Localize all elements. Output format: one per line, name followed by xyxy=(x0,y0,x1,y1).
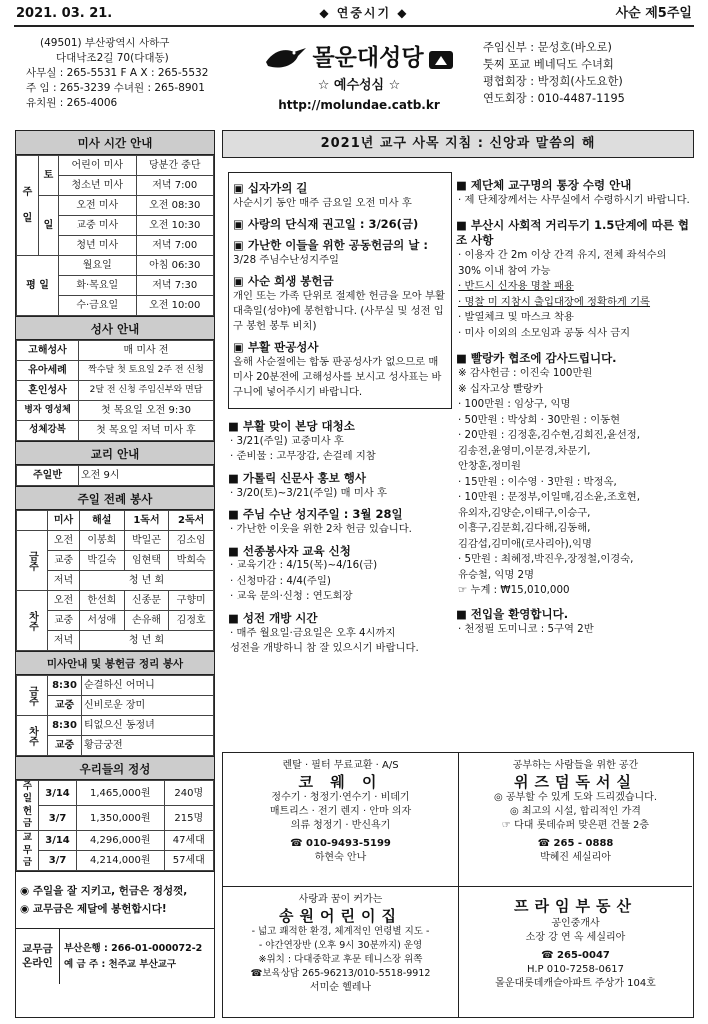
event-item: · 3/20(토)~3/21(주일) 매 미사 후 xyxy=(230,486,387,499)
ad-phone: ☎보육상담 265-96213/010-5518-9912 xyxy=(250,968,431,979)
table-cell: 8:30 xyxy=(48,676,82,696)
donor-line: 안창훈,정미원 xyxy=(458,460,521,473)
table-cell: 청 년 회 xyxy=(79,631,213,651)
donor-line: · 5만원 : 최혜정,박진우,장정철,이경숙, xyxy=(458,553,634,566)
offering-section-title: 우리들의 정성 xyxy=(16,756,214,780)
notice-item: · 명찰 미 지참시 출입대장에 정확하게 기록 xyxy=(458,295,651,308)
table-cell: 4,296,000원 xyxy=(77,831,165,851)
donor-line: ※ 십자고상 빨랑카 xyxy=(458,382,543,395)
liturgy-section-title: 주일 전례 봉사 xyxy=(16,486,214,510)
contact-block xyxy=(26,36,256,111)
liturgy-header: 2독서 xyxy=(169,511,214,531)
left-column xyxy=(15,130,215,1018)
event-heading: ■ 주님 수난 성지주일 : 3월 28일 xyxy=(228,507,403,522)
ad-songwon-daycare xyxy=(223,887,459,1017)
event-item: · 준비물 : 고무장갑, 손걸레 지참 xyxy=(230,450,376,463)
notice-heading: ▣ 가난한 이들을 위한 공동헌금의 날 : xyxy=(233,237,429,252)
ad-owner: 서미순 헬레나 xyxy=(309,982,372,993)
notice-item: · 이용자 간 2m 이상 간격 유지, 전체 좌석수의 30% 이내 참여 가능 xyxy=(458,249,667,277)
event-heading: ■ 부활 맞이 본당 대청소 xyxy=(228,418,355,433)
notice-heading: ▣ 사순 희생 봉헌금 xyxy=(233,273,334,288)
sacrament-info: 매 미사 전 xyxy=(79,341,214,361)
donor-line: ※ 감사헌금 : 이진숙 100만원 xyxy=(458,367,593,380)
donor-line: 이흥구,김문희,김다해,김동해, xyxy=(458,522,591,535)
mass-name: 교중 미사 xyxy=(59,216,137,236)
liturgy-header: 1독서 xyxy=(124,511,169,531)
catechism-section-title: 교리 안내 xyxy=(16,441,214,465)
ad-prime-realty xyxy=(459,887,692,1017)
table-cell: 8:30 xyxy=(48,716,82,736)
sacrament-name: 병자 영성체 xyxy=(17,401,79,421)
ad-owner: 박혜진 세실리아 xyxy=(540,852,611,863)
middle-column xyxy=(228,172,452,657)
event-heading: ■ 가톨릭 신문사 홍보 행사 xyxy=(228,470,366,485)
right-column xyxy=(456,172,692,637)
staff-line: 연도회장 : 010-4487-1195 xyxy=(483,92,625,105)
ads-grid xyxy=(222,752,694,1018)
offering-table xyxy=(16,780,214,871)
order-table xyxy=(16,675,214,756)
donor-line: 유승철, 익명 2명 xyxy=(458,568,535,581)
weekday-label: 평 일 xyxy=(17,256,59,316)
mass-time: 오전 08:30 xyxy=(136,196,214,216)
lent-notice-box xyxy=(228,172,452,409)
ad-line: ※위치 : 다대중학교 후문 테니스장 위쪽 xyxy=(258,954,423,965)
notice-heading: ■ 전입을 환영합니다. xyxy=(456,606,569,621)
contact-line: 주 임 : 265-3239 수녀원 : 265-8901 xyxy=(26,82,205,94)
notice-item: · 발열체크 및 마스크 착용 xyxy=(458,311,574,324)
liturgical-week: 사순 제5주일 xyxy=(615,5,692,21)
mass-time: 당분간 중단 xyxy=(136,156,214,176)
ad-name: 송원어린이집 xyxy=(279,907,402,925)
table-cell: 3/7 xyxy=(39,851,77,871)
table-cell: 저녁 xyxy=(48,631,80,651)
dues-label: 교무금 xyxy=(17,831,39,871)
header-bar xyxy=(14,3,694,27)
notice-body: 개인 또는 가족 단위로 절제한 헌금을 모아 부활 대축일(성야)에 봉헌합니다. (사무실 및 성전 입구 봉헌 봉투 비치) xyxy=(233,289,445,332)
mass-name: 청년 미사 xyxy=(59,236,137,256)
dove-logo-icon xyxy=(264,44,308,74)
ad-mobile: H.P 010-7258-0617 xyxy=(527,964,624,975)
ad-tagline: 사랑과 꿈이 커가는 xyxy=(298,894,383,905)
sunday-sub-label: 일 xyxy=(39,196,59,256)
parish-motto: ☆ 예수성심 ☆ xyxy=(317,78,401,93)
donor-line: · 20만원 : 김정훈,김수현,김희진,윤선정, xyxy=(458,429,641,442)
notice-heading: ▣ 부활 판공성사 xyxy=(233,339,319,354)
table-cell: 교중 xyxy=(48,551,80,571)
notice-body: 올해 사순절에는 합동 판공성사가 없으므로 매 미사 20분전에 고해성사를 보시고 성사표는 바구니에 넣어주시기 바랍니다. xyxy=(233,355,442,398)
mass-time: 오전 10:00 xyxy=(136,296,214,316)
sacrament-info: 첫 목요일 저녁 미사 후 xyxy=(79,421,214,441)
notice-heading: ■ 제단체 교구명의 통장 수령 안내 xyxy=(456,178,632,192)
event-item: 성전을 개방하니 참 잘 있으시기 바랍니다. xyxy=(230,642,419,655)
ad-name: 프라임부동산 xyxy=(514,897,637,915)
event-heading: ■ 선종봉사자 교육 신청 xyxy=(228,543,351,558)
ad-line: - 넓고 쾌적한 환경, 체계적인 연령별 지도 - xyxy=(251,926,430,937)
order-section-title: 미사안내 및 봉헌금 정리 봉사 xyxy=(16,651,214,675)
table-cell: 손유해 xyxy=(124,611,169,631)
contact-line: (49501) 부산광역시 사하구 xyxy=(40,37,170,49)
liturgy-header: 미사 xyxy=(48,511,80,531)
table-cell: 김정호 xyxy=(169,611,214,631)
this-week-label: 금주 xyxy=(17,531,48,591)
ad-phone: ☎ 265 - 0888 xyxy=(537,838,614,849)
table-cell: 저녁 xyxy=(48,571,80,591)
next-week-label: 차주 xyxy=(17,716,48,756)
online-label: 교무금 온라인 xyxy=(16,929,60,984)
online-account xyxy=(16,928,214,984)
ad-wisdom-reading-room xyxy=(459,753,692,887)
table-cell: 황금궁전 xyxy=(82,736,214,756)
ad-address: 몰운대롯데캐슬아파트 주상가 104호 xyxy=(495,978,656,989)
table-cell: 1,350,000원 xyxy=(77,806,165,831)
notice-body: 사순시기 동안 매주 금요일 오전 미사 후 xyxy=(233,196,412,209)
catechism-time: 오전 9시 xyxy=(79,466,214,486)
event-item: · 매주 월요일·금요일은 오후 4시까지 xyxy=(230,626,396,639)
donor-line: 김감섭,김미애(로사리아),익명 xyxy=(458,537,592,550)
sacrament-info: 첫 목요일 오전 9:30 xyxy=(79,401,214,421)
table-cell: 교중 xyxy=(48,696,82,716)
table-cell: 김소임 xyxy=(169,531,214,551)
table-cell: 티없으신 동정녀 xyxy=(82,716,214,736)
staff-line: 평협회장 : 박정희(사도요한) xyxy=(483,75,623,88)
notice-item: · 제 단체장께서는 사무실에서 수령하시기 바랍니다. xyxy=(458,193,690,206)
sacrament-info: 2달 전 신청 주임신부와 면담 xyxy=(79,381,214,401)
mass-time: 저녁 7:00 xyxy=(136,236,214,256)
contact-line: 유치원 : 265-4006 xyxy=(26,97,118,109)
notice-heading: ■ 빨랑카 협조에 감사드립니다. xyxy=(456,351,617,366)
table-cell: 240명 xyxy=(164,781,213,806)
staff-line: 주임신부 : 문성호(바오로) xyxy=(483,41,612,54)
mass-name: 화·목요일 xyxy=(59,276,137,296)
mass-time: 오전 10:30 xyxy=(136,216,214,236)
table-cell: 교중 xyxy=(48,736,82,756)
table-cell: 47세대 xyxy=(164,831,213,851)
mass-name: 오전 미사 xyxy=(59,196,137,216)
table-cell: 서성애 xyxy=(79,611,124,631)
notice-body: 3/28 주님수난성지주일 xyxy=(233,253,339,266)
table-cell: 3/14 xyxy=(39,781,77,806)
event-item: · 신청마감 : 4/4(주일) xyxy=(230,574,331,587)
account-holder: 예 금 주 : 천주교 부산교구 xyxy=(64,958,177,970)
table-cell: 박일곤 xyxy=(124,531,169,551)
liturgical-season: ◆ 연중시기 ◆ xyxy=(319,6,409,21)
contact-line: 다대낙조2길 70(다대동) xyxy=(56,52,169,64)
ad-line: - 야간연장반 (오후 9시 30분까지) 운영 xyxy=(258,940,423,951)
table-cell: 1,465,000원 xyxy=(77,781,165,806)
event-item: · 교육 문의·신청 : 연도회장 xyxy=(230,590,353,603)
this-week-label: 금주 xyxy=(17,676,48,716)
sacrament-table xyxy=(16,340,214,441)
ad-phone: ☎ 010-9493-5199 xyxy=(290,838,391,849)
staff-line: 툿찌 포교 베네딕도 수녀회 xyxy=(483,58,614,71)
donor-line: ☞ 누계 : ₩15,010,000 xyxy=(458,584,570,597)
sacrament-info: 짝수달 첫 토요일 2주 전 신청 xyxy=(79,361,214,381)
table-cell: 박길숙 xyxy=(79,551,124,571)
table-cell: 교중 xyxy=(48,611,80,631)
notice-item: · 반드시 신자용 명찰 패용 xyxy=(458,280,574,293)
table-cell: 청 년 회 xyxy=(79,571,213,591)
diocese-banner: 2021년 교구 사목 지침 : 신앙과 말씀의 해 xyxy=(222,130,694,158)
table-cell: 57세대 xyxy=(164,851,213,871)
event-item: · 3/21(주일) 교중미사 후 xyxy=(230,434,344,447)
saturday-label: 토 xyxy=(39,156,59,196)
table-cell: 215명 xyxy=(164,806,213,831)
table-cell: 3/14 xyxy=(39,831,77,851)
liturgy-table xyxy=(16,510,214,651)
notice-box xyxy=(16,871,214,928)
ad-coway xyxy=(223,753,459,887)
notice-line: ◉ 주일을 잘 지키고, 헌금은 정성껏, xyxy=(20,885,188,898)
mass-section-title: 미사 시간 안내 xyxy=(16,131,214,155)
notice-heading: ■ 부산시 사회적 거리두기 1.5단계에 따른 협조 사항 xyxy=(456,218,690,248)
church-logo-icon xyxy=(428,47,454,71)
ad-line: ☞ 다대 롯데슈퍼 맞은편 건물 2층 xyxy=(501,820,650,831)
event-heading: ■ 성전 개방 시간 xyxy=(228,610,318,625)
ad-line: 매트리스 · 전기 렌지 · 안마 의자 xyxy=(269,806,412,817)
mass-name: 어린이 미사 xyxy=(59,156,137,176)
notice-item: · 천정필 도미니코 : 5구역 2반 xyxy=(458,622,594,635)
sacrament-name: 고해성사 xyxy=(17,341,79,361)
table-cell: 이봉희 xyxy=(79,531,124,551)
ad-line: 공인중개사 xyxy=(551,918,600,929)
donor-line: 김송전,윤영미,이문경,차문기, xyxy=(458,444,591,457)
parish-name: 몰운대성당 xyxy=(312,45,424,72)
ad-line: 의류 청정기 · 반신욕기 xyxy=(290,820,391,831)
mass-name: 월요일 xyxy=(59,256,137,276)
donor-line: · 10만원 : 문정부,이일매,김소윤,조호현, xyxy=(458,491,641,504)
sacrament-section-title: 성사 안내 xyxy=(16,316,214,340)
bank-account: 부산은행 : 266-01-000072-2 xyxy=(64,942,203,954)
sacrament-name: 성체강복 xyxy=(17,421,79,441)
parish-url-link[interactable]: http://molundae.catb.kr xyxy=(278,97,440,112)
ad-name: 코 웨 이 xyxy=(298,773,383,791)
mass-time: 저녁 7:00 xyxy=(136,176,214,196)
donor-line: · 50만원 : 박상희 · 30만원 : 이동현 xyxy=(458,413,621,426)
mass-time: 저녁 7:30 xyxy=(136,276,214,296)
notice-item: · 미사 이외의 소모임과 공동 식사 금지 xyxy=(458,326,631,339)
staff-block xyxy=(483,39,693,107)
mass-name: 청소년 미사 xyxy=(59,176,137,196)
table-cell: 신비로운 장미 xyxy=(82,696,214,716)
table-cell: 3/7 xyxy=(39,806,77,831)
ad-line: 소장 강 연 옥 세실리아 xyxy=(525,932,626,943)
ad-name: 위즈덤독서실 xyxy=(514,773,637,791)
table-cell: 박희숙 xyxy=(169,551,214,571)
ad-tagline: 공부하는 사람들을 위한 공간 xyxy=(512,760,639,771)
event-list xyxy=(228,419,452,657)
notice-line: ◉ 교무금은 제달에 봉헌합시다! xyxy=(20,903,167,916)
table-cell: 순결하신 어머니 xyxy=(82,676,214,696)
catechism-label: 주일반 xyxy=(17,466,79,486)
ad-line: 정수기 · 청정기·연수기 · 비데기 xyxy=(271,792,410,803)
issue-date: 2021. 03. 21. xyxy=(16,5,113,21)
sunday-label: 주 일 xyxy=(17,156,39,256)
event-item: · 가난한 이웃을 위한 2차 헌금 있습니다. xyxy=(230,523,412,535)
event-item: · 교육기간 : 4/15(목)~4/16(금) xyxy=(230,559,378,572)
ad-phone: ☎ 265-0047 xyxy=(541,950,610,961)
parish-masthead xyxy=(248,44,470,124)
catechism-table xyxy=(16,465,214,486)
mass-time: 아침 06:30 xyxy=(136,256,214,276)
table-cell: 한선희 xyxy=(79,591,124,611)
mass-table xyxy=(16,155,214,316)
ad-tagline: 렌탈 · 필터 무료교환 · A/S xyxy=(282,760,399,771)
sacrament-name: 유아세례 xyxy=(17,361,79,381)
donor-line: · 15만원 : 이수영 · 3만원 : 박정옥, xyxy=(458,475,617,488)
table-cell: 오전 xyxy=(48,591,80,611)
donor-line: 유외자,김양순,이태구,이승구, xyxy=(458,506,591,519)
contact-line: 사무실 : 265-5531 F A X : 265-5532 xyxy=(26,67,209,79)
table-cell: 구향미 xyxy=(169,591,214,611)
next-week-label: 차주 xyxy=(17,591,48,651)
table-cell: 오전 xyxy=(48,531,80,551)
sunday-offering-label: 주일헌금 xyxy=(17,781,39,831)
mass-name: 수·금요일 xyxy=(59,296,137,316)
ad-line: ◎ 공부할 수 있게 도와 드리겠습니다. xyxy=(493,792,658,803)
liturgy-header: 해설 xyxy=(79,511,124,531)
donor-line: · 100만원 : 임상구, 익명 xyxy=(458,398,571,411)
notice-heading: ▣ 사랑의 단식재 권고일 : 3/26(금) xyxy=(233,216,419,231)
ad-line: ◎ 최고의 시설, 합리적인 가격 xyxy=(510,806,641,817)
notice-heading: ▣ 십자가의 길 xyxy=(233,181,308,195)
table-cell: 임현택 xyxy=(124,551,169,571)
sacrament-name: 혼인성사 xyxy=(17,381,79,401)
table-cell: 신종문 xyxy=(124,591,169,611)
ad-owner: 하현숙 안나 xyxy=(314,852,367,863)
table-cell: 4,214,000원 xyxy=(77,851,165,871)
